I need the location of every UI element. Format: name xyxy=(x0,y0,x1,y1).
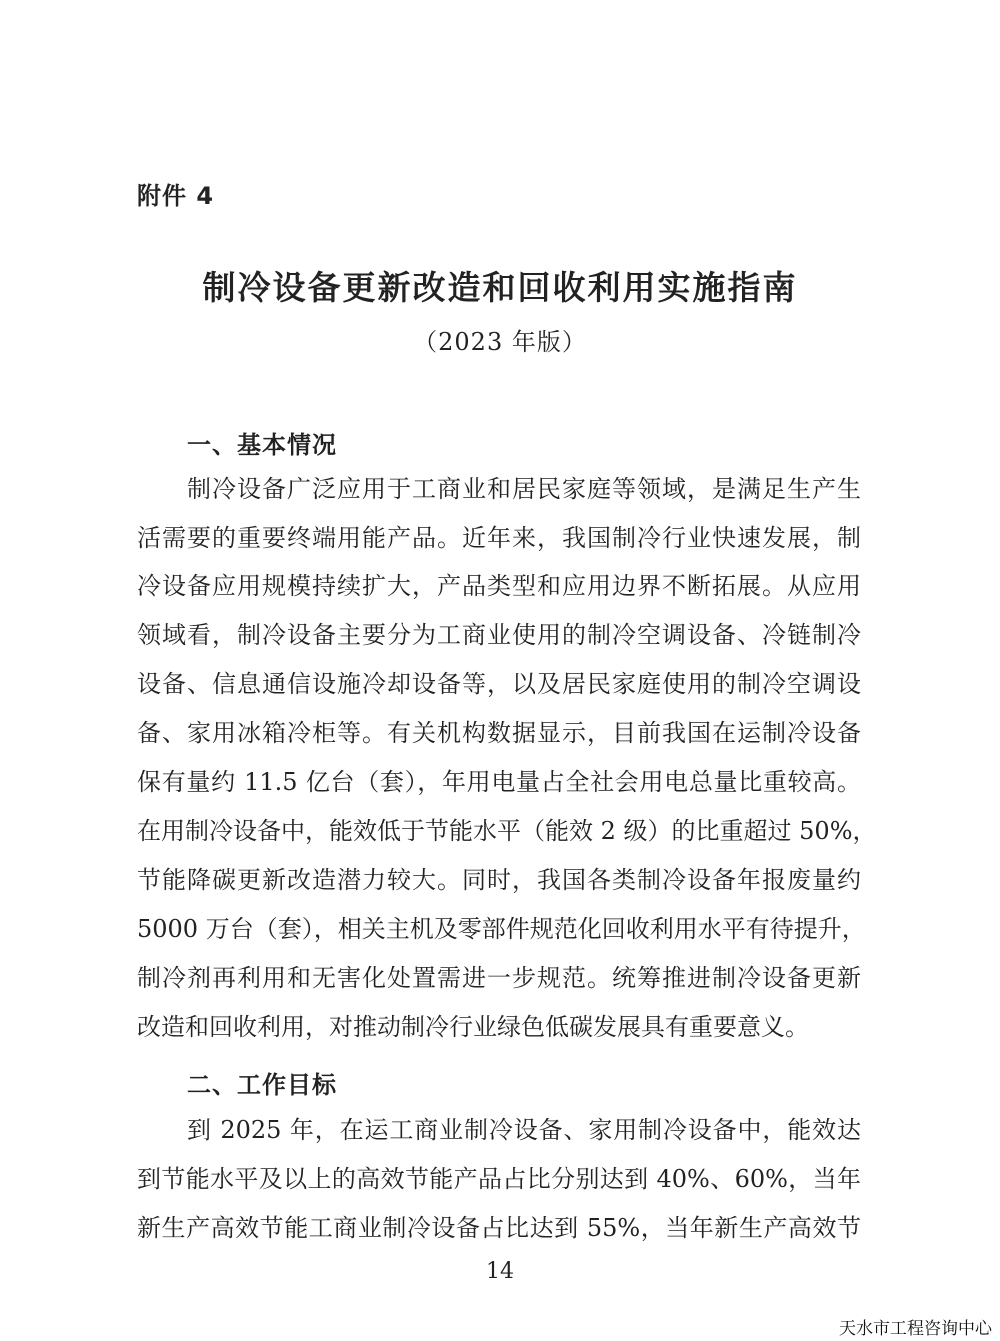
document-subtitle: （2023 年版） xyxy=(413,328,587,356)
paragraph-line: 到 2025 年，在运工商业制冷设备、家用制冷设备中，能效达 xyxy=(187,1116,861,1144)
paragraph-line: 备、家用冰箱冷柜等。有关机构数据显示，目前我国在运制冷设备 xyxy=(137,719,861,747)
paragraph-line: 制冷剂再利用和无害化处置需进一步规范。统筹推进制冷设备更新 xyxy=(137,964,861,992)
page-number: 14 xyxy=(486,1259,514,1284)
source-watermark: 天水市工程咨询中心 xyxy=(839,1319,992,1339)
attachment-label: 附件 4 xyxy=(137,182,215,210)
section-heading-basic-situation: 一、基本情况 xyxy=(187,431,337,459)
paragraph-line: 在用制冷设备中，能效低于节能水平（能效 2 级）的比重超过 50%， xyxy=(137,817,877,845)
paragraph-line: 制冷设备广泛应用于工商业和居民家庭等领域，是满足生产生 xyxy=(187,475,861,503)
document-title: 制冷设备更新改造和回收利用实施指南 xyxy=(202,268,798,307)
paragraph-line: 5000 万台（套），相关主机及零部件规范化回收利用水平有待提升， xyxy=(137,915,866,943)
paragraph-line: 节能降碳更新改造潜力较大。同时，我国各类制冷设备年报废量约 xyxy=(137,866,861,894)
paragraph-line: 保有量约 11.5 亿台（套），年用电量占全社会用电总量比重较高。 xyxy=(137,768,861,796)
paragraph-line: 到节能水平及以上的高效节能产品占比分别达到 40%、60%，当年 xyxy=(137,1165,861,1193)
paragraph-line: 新生产高效节能工商业制冷设备占比达到 55%，当年新生产高效节 xyxy=(137,1214,861,1242)
paragraph-line: 活需要的重要终端用能产品。近年来，我国制冷行业快速发展，制 xyxy=(137,524,861,552)
paragraph-line: 设备、信息通信设施冷却设备等，以及居民家庭使用的制冷空调设 xyxy=(137,670,861,698)
paragraph-line: 冷设备应用规模持续扩大，产品类型和应用边界不断拓展。从应用 xyxy=(137,572,861,600)
section-heading-work-goals: 二、工作目标 xyxy=(187,1071,337,1099)
paragraph-line: 改造和回收利用，对推动制冷行业绿色低碳发展具有重要意义。 xyxy=(137,1013,809,1041)
paragraph-line: 领域看，制冷设备主要分为工商业使用的制冷空调设备、冷链制冷 xyxy=(137,621,861,649)
